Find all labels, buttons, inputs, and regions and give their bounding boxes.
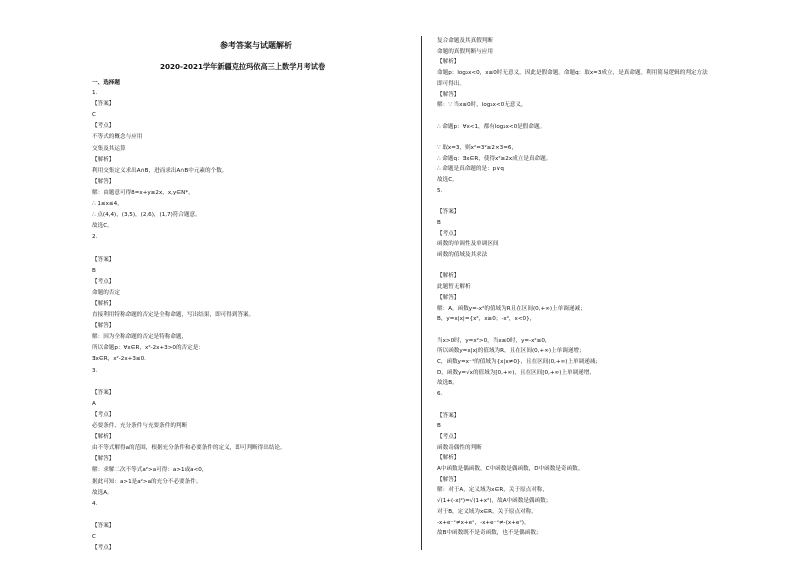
text-line: ∴ 命题q：∃x∈R，使得x²≥2x成立是真命题。 bbox=[437, 155, 552, 162]
text-line: 故选C。 bbox=[437, 177, 458, 184]
text-line: 所以命题p：∀x∈R，x²-2x+3>0的否定是： bbox=[92, 345, 204, 352]
text-line: C bbox=[92, 112, 96, 119]
text-line: 命题p：log₂x<0，x≤0时无意义，因此是假命题。命题q：取x=3成立，是真命题。利用简易逻辑的判定方法 bbox=[437, 70, 708, 77]
text-line: ∴ 点(4,4)，(3,5)，(2,6)，(1,7)符合题意。 bbox=[92, 212, 201, 219]
text-line: A bbox=[92, 400, 96, 407]
text-line: 【答案】 bbox=[92, 389, 115, 396]
text-line: 故选A。 bbox=[92, 489, 113, 496]
text-line: 此题暂无解析 bbox=[437, 284, 471, 291]
text-line: ∴ 命题p：∀x<1，都有log₂x<0是假命题。 bbox=[437, 123, 546, 130]
text-line: 必要条件、充分条件与充要条件的判断 bbox=[92, 423, 188, 429]
text-line: -x+e⁻ˣ≠x+eˣ，-x+e⁻ˣ≠-(x+eˣ)， bbox=[437, 519, 530, 526]
text-line: B，y=x|x|={x²，x≥0；-x²，x<0}， bbox=[437, 316, 536, 323]
text-line: 【答案】 bbox=[437, 412, 460, 419]
text-line: 对于B，定义域为x∈R，关于原点对称， bbox=[437, 508, 537, 515]
text-line: 故选C。 bbox=[92, 223, 113, 230]
text-line: √(1+(-x)²)=√(1+x²)，故A中函数是偶函数； bbox=[437, 498, 552, 505]
text-line: 【解析】 bbox=[437, 273, 460, 280]
text-line: B bbox=[437, 423, 441, 430]
text-line: 解：求解二次不等式a²>a可得：a>1或a<0， bbox=[92, 467, 208, 474]
text-line: 解：因为全称命题的否定是特称命题， bbox=[92, 334, 188, 341]
text-line: 【考点】 bbox=[437, 230, 460, 237]
text-line: A中函数是偶函数，C中函数是偶函数，D中函数是奇函数。 bbox=[437, 466, 584, 472]
text-line: 不等式的概念与应用 bbox=[92, 134, 143, 141]
text-line: 所以函数y=x|x|的值域为R，且在区间(0,+∞)上单调递增； bbox=[437, 348, 585, 355]
column-divider bbox=[421, 36, 422, 550]
text-line: 由不等式解得a的范围，根据充分条件和必要条件的定义，即可判断得出结论。 bbox=[92, 445, 286, 452]
text-line: 3. bbox=[92, 367, 98, 374]
text-line: C，函数y=x⁻¹的值域为{x|x≠0}，且在区间(0,+∞)上单调递减； bbox=[437, 359, 602, 365]
text-line: 【考点】 bbox=[437, 433, 460, 440]
text-line: 2. bbox=[92, 234, 98, 241]
text-line: 当x>0时，y=x²>0，当x≤0时，y=-x²≤0， bbox=[437, 337, 551, 344]
text-line: 【解答】 bbox=[437, 91, 460, 98]
text-line: 解：∵ 当x≤0时，log₂x<0无意义， bbox=[437, 102, 527, 109]
text-line: 函数的值域及其求法 bbox=[437, 252, 488, 258]
text-line: B bbox=[437, 219, 441, 226]
text-line: 【解析】 bbox=[437, 59, 460, 66]
text-line: 【考点】 bbox=[92, 411, 115, 418]
text-line: 复合命题及其真假判断 bbox=[437, 38, 493, 44]
text-line: B bbox=[92, 267, 96, 274]
text-line: 【解答】 bbox=[92, 456, 115, 463]
text-line: 6. bbox=[437, 391, 443, 398]
text-line: 【解析】 bbox=[92, 156, 115, 163]
text-line: 【答案】 bbox=[92, 522, 115, 529]
text-line: 故选B。 bbox=[437, 380, 458, 387]
text-line: 利用交集定义求出A∩B，进而求出A∩B中元素的个数。 bbox=[92, 167, 228, 174]
text-line: 函数的单调性及单调区间 bbox=[437, 241, 499, 248]
text-line: ∃x∈R，x²-2x+3≤0. bbox=[92, 356, 146, 363]
text-line: 【解析】 bbox=[92, 300, 115, 307]
text-line: 直接利用特称命题的否定是全称命题，写出结果，即可得到答案。 bbox=[92, 312, 255, 318]
text-line: 解：对于A，定义域为x∈R，关于原点对称， bbox=[437, 487, 548, 494]
text-line: ∴ 命题是真命题的是：p∨q bbox=[437, 166, 504, 173]
text-line: 据此可知：a>1是a²>a的充分不必要条件。 bbox=[92, 478, 202, 485]
text-line: ∴ 1≤x≤4， bbox=[92, 201, 123, 207]
section-heading: 一、选择题 bbox=[92, 80, 120, 86]
text-line: 【考点】 bbox=[92, 123, 115, 130]
text-line: 【解析】 bbox=[92, 434, 115, 441]
text-line: 命题的真假判断与应用 bbox=[437, 48, 493, 55]
text-line: 【解答】 bbox=[92, 178, 115, 185]
text-line: 【解答】 bbox=[437, 294, 460, 301]
text-line: D，函数y=√x的值域为[0,+∞)，且在区间[0,+∞)上单调递增， bbox=[437, 369, 595, 376]
text-line: 【答案】 bbox=[92, 256, 115, 263]
text-line: 【解答】 bbox=[92, 323, 115, 330]
text-line: 【答案】 bbox=[437, 209, 460, 216]
text-line: 即可得出。 bbox=[437, 80, 465, 87]
text-line: 函数奇偶性的判断 bbox=[437, 444, 482, 451]
document-title: 参考答案与试题解析 bbox=[220, 41, 292, 50]
text-line: 故B中函数既不是奇函数，也不是偶函数； bbox=[437, 530, 542, 537]
text-line: 【答案】 bbox=[92, 101, 115, 108]
text-line: 交集及其运算 bbox=[92, 145, 126, 152]
text-line: 【考点】 bbox=[92, 278, 115, 285]
text-line: 解：由题意可得8=x+y≥2x，x,y∈N*， bbox=[92, 189, 194, 196]
text-line: 解：A，函数y=-x²的值域为R且在区间(0,+∞)上单调递减； bbox=[437, 305, 586, 312]
document-subtitle: 2020-2021学年新疆克拉玛依高三上数学月考试卷 bbox=[160, 62, 326, 71]
text-line: 命题的否定 bbox=[92, 289, 120, 296]
text-line: 【解答】 bbox=[437, 476, 460, 483]
text-line: 【考点】 bbox=[92, 545, 115, 552]
text-line: 5. bbox=[437, 187, 443, 194]
text-line: ∵ 取x=3，则x²=3²≥2×3=6， bbox=[437, 145, 518, 151]
text-line: 4. bbox=[92, 500, 98, 507]
text-line: 【解析】 bbox=[437, 455, 460, 462]
text-line: 1. bbox=[92, 90, 98, 96]
text-line: C bbox=[92, 534, 96, 540]
